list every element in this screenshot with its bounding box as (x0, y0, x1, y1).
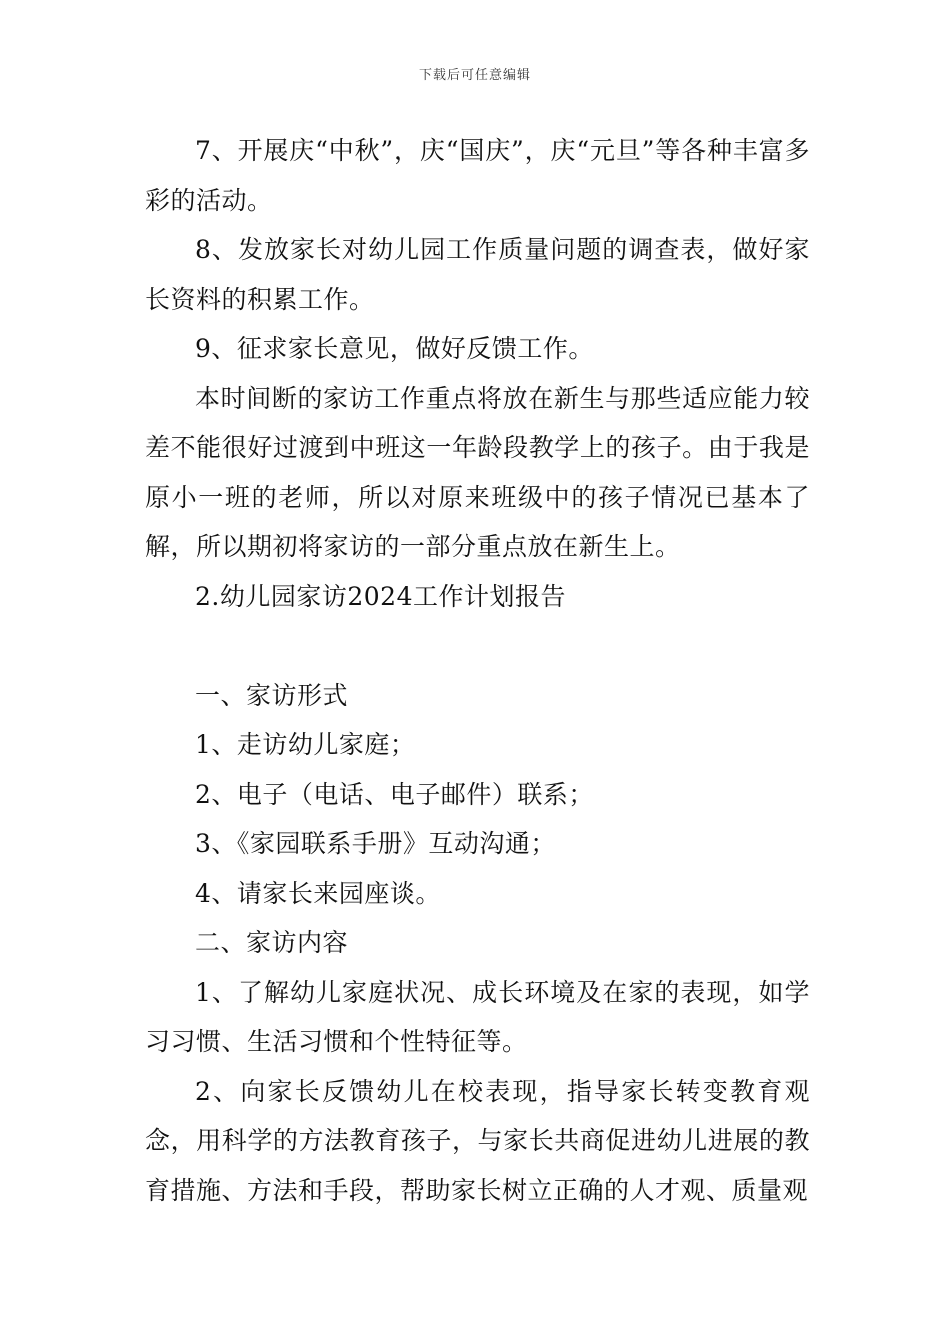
paragraph-summary: 本时间断的家访工作重点将放在新生与那些适应能力较差不能很好过渡到中班这一年龄段教学上的孩子。由于我是原小一班的老师，所以对原来班级中的孩子情况已基本了解，所以期初将家访的一部分重点放在新生上。 (145, 383, 810, 561)
content-item-1: 1、了解幼儿家庭状况、成长环境及在家的表现，如学习习惯、生活习惯和个性特征等。 (145, 977, 810, 1056)
form-item-4: 4、请家长来园座谈。 (195, 878, 441, 908)
heading-visit-content: 二、家访内容 (195, 928, 349, 957)
heading-visit-forms: 一、家访形式 (195, 680, 349, 710)
form-item-3: 3、《家园联系手册》互动沟通； (195, 829, 556, 858)
blank-line (145, 621, 810, 671)
content-item-2: 2、向家长反馈幼儿在校表现，指导家长转变教育观念，用科学的方法教育孩子，与家长共商促进幼儿进展的教育措施、方法和手段，帮助家长树立正确的人才观、质量观 (145, 1076, 810, 1205)
page-header-note: 下载后可任意编辑 (418, 68, 531, 83)
section-title: 2.幼儿园家访2024工作计划报告 (195, 581, 566, 611)
paragraph-item-8: 8、发放家长对幼儿园工作质量问题的调查表，做好家长资料的积累工作。 (145, 235, 810, 314)
paragraph-item-9: 9、征求家长意见，做好反馈工作。 (195, 334, 594, 363)
form-item-1: 1、走访幼儿家庭； (195, 730, 416, 759)
form-item-2: 2、电子（电话、电子邮件）联系； (195, 779, 594, 809)
document-body (145, 126, 810, 1215)
paragraph-item-7: 7、开展庆“中秋”，庆“国庆”，庆“元旦”等各种丰富多彩的活动。 (145, 136, 810, 215)
